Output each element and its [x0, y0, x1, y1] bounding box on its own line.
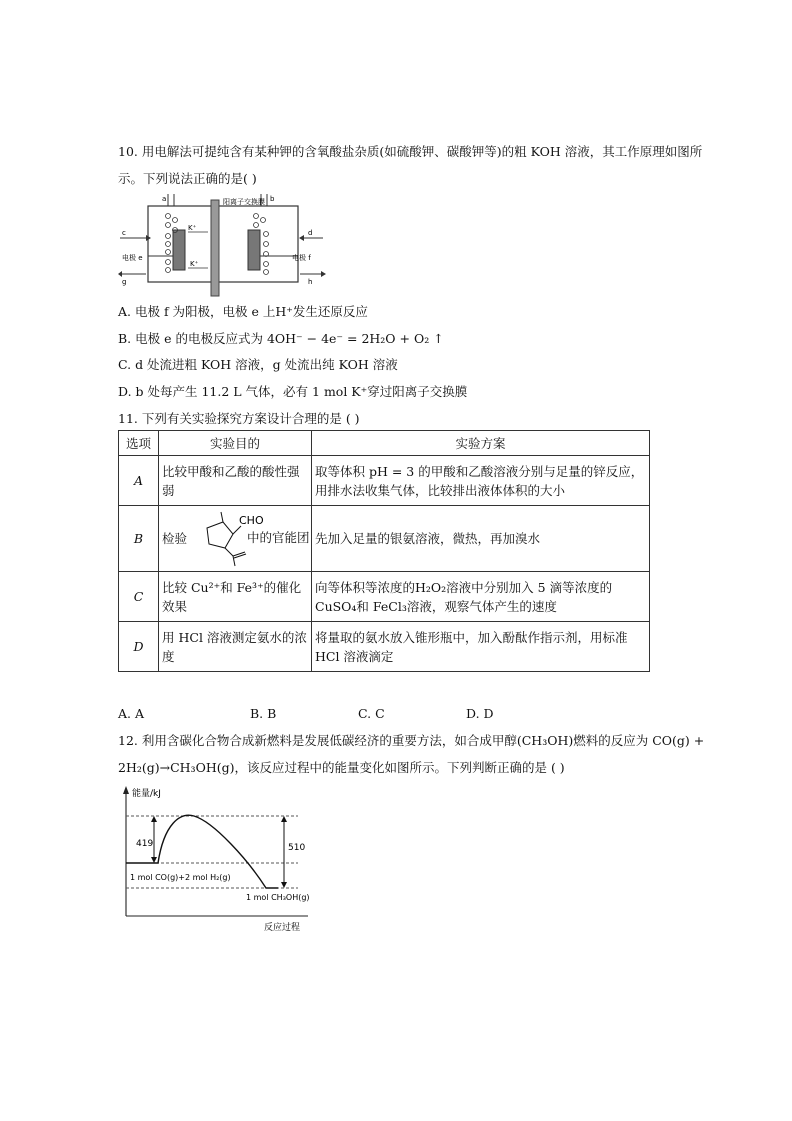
experiment-table: [118, 430, 650, 672]
product-label: 1 mol CH₃OH(g): [246, 893, 310, 902]
row-plan: 向等体积等浓度的H₂O₂溶液中分别加入 5 滴等浓度的 CuSO₄和 FeCl₃溶液，观察气体产生的速度: [312, 572, 650, 622]
row-purpose: 比较 Cu²⁺和 Fe³⁺的催化效果: [159, 572, 312, 622]
row-option: A: [119, 456, 159, 506]
table-header-row: [119, 431, 650, 456]
ea-forward-label: 419: [136, 839, 154, 849]
q10-option-a[interactable]: A. 电极 f 为阳极，电极 e 上H⁺发生还原反应: [118, 304, 368, 319]
electrode-e-label: 电极 e: [122, 254, 143, 262]
table-row: [119, 622, 650, 672]
q10-stem-line1: 10. 用电解法可提纯含有某种钾的含氧酸盐杂质(如硫酸钾、碳酸钾等)的粗 KOH 溶液，其工作原理如图所: [118, 144, 703, 159]
membrane-label: 阳离子交换膜: [223, 198, 265, 206]
q12-stem-line1: 12. 利用含碳化合物合成新燃料是发展低碳经济的重要方法，如合成甲醇(CH₃OH)燃料的反应为 CO(g) +: [118, 733, 705, 748]
row-plan: 先加入足量的银氨溶液，微热，再加溴水: [312, 506, 650, 572]
row-purpose: 比较甲酸和乙酸的酸性强弱: [159, 456, 312, 506]
svg-text:d: d: [308, 229, 313, 237]
cho-label: CHO: [239, 514, 264, 527]
svg-text:g: g: [122, 278, 127, 286]
svg-text:b: b: [270, 195, 275, 203]
x-axis-label: 反应过程: [264, 923, 301, 933]
electrode-e: [173, 230, 185, 270]
table-row: [119, 456, 650, 506]
row-option: B: [119, 506, 159, 572]
electrode-f-label: 电极 f: [292, 254, 311, 262]
electrode-f: [248, 230, 260, 270]
header-plan: 实验方案: [312, 431, 650, 456]
y-axis-label: 能量/kJ: [132, 789, 161, 799]
purpose-suffix: 中的官能团: [247, 530, 310, 545]
energy-diagram: [118, 784, 318, 932]
row-plan: 将量取的氨水放入锥形瓶中，加入酚酞作指示剂，用标准 HCl 溶液滴定: [312, 622, 650, 672]
q10-option-b[interactable]: B. 电极 e 的电极反应式为 4OH⁻ − 4e⁻ = 2H₂O + O₂ ↑: [118, 331, 444, 346]
ion-label-top: K⁺: [188, 224, 197, 232]
svg-text:h: h: [308, 278, 313, 286]
ion-label-bottom: K⁺: [190, 260, 199, 268]
header-purpose: 实验目的: [159, 431, 312, 456]
q11-stem: 11. 下列有关实验探究方案设计合理的是 ( ): [118, 411, 360, 426]
header-option: 选项: [119, 431, 159, 456]
q11-option-a[interactable]: A. A: [118, 706, 145, 721]
row-plan: 取等体积 pH = 3 的甲酸和乙酸溶液分别与足量的锌反应，用排水法收集气体，比较排出液体体积的大小: [312, 456, 650, 506]
q12-stem-line2: 2H₂(g)→CH₃OH(g)，该反应过程中的能量变化如图所示。下列判断正确的是 ( ): [118, 760, 565, 775]
svg-text:a: a: [162, 195, 167, 203]
cation-exchange-membrane: [211, 200, 219, 296]
table-row: [119, 572, 650, 622]
q11-option-d[interactable]: D. D: [466, 706, 494, 721]
q10-option-d[interactable]: D. b 处每产生 11.2 L 气体，必有 1 mol K⁺穿过阳离子交换膜: [118, 384, 468, 399]
row-option: C: [119, 572, 159, 622]
q10-option-c[interactable]: C. d 处流进粗 KOH 溶液，g 处流出纯 KOH 溶液: [118, 357, 398, 372]
reactants-label: 1 mol CO(g)+2 mol H₂(g): [130, 873, 231, 882]
q10-stem-line2: 示。下列说法正确的是( ): [118, 171, 257, 186]
ea-reverse-label: 510: [288, 843, 306, 853]
row-purpose: [159, 506, 312, 572]
purpose-prefix: 检验: [162, 531, 188, 546]
row-purpose: 用 HCl 溶液测定氨水的浓度: [159, 622, 312, 672]
electrolysis-diagram: [118, 192, 328, 298]
svg-text:c: c: [122, 229, 126, 237]
row-option: D: [119, 622, 159, 672]
q11-option-b[interactable]: B. B: [250, 706, 277, 721]
q11-option-c[interactable]: C. C: [358, 706, 385, 721]
aldehyde-structure-image: [195, 510, 264, 568]
table-row: [119, 506, 650, 572]
